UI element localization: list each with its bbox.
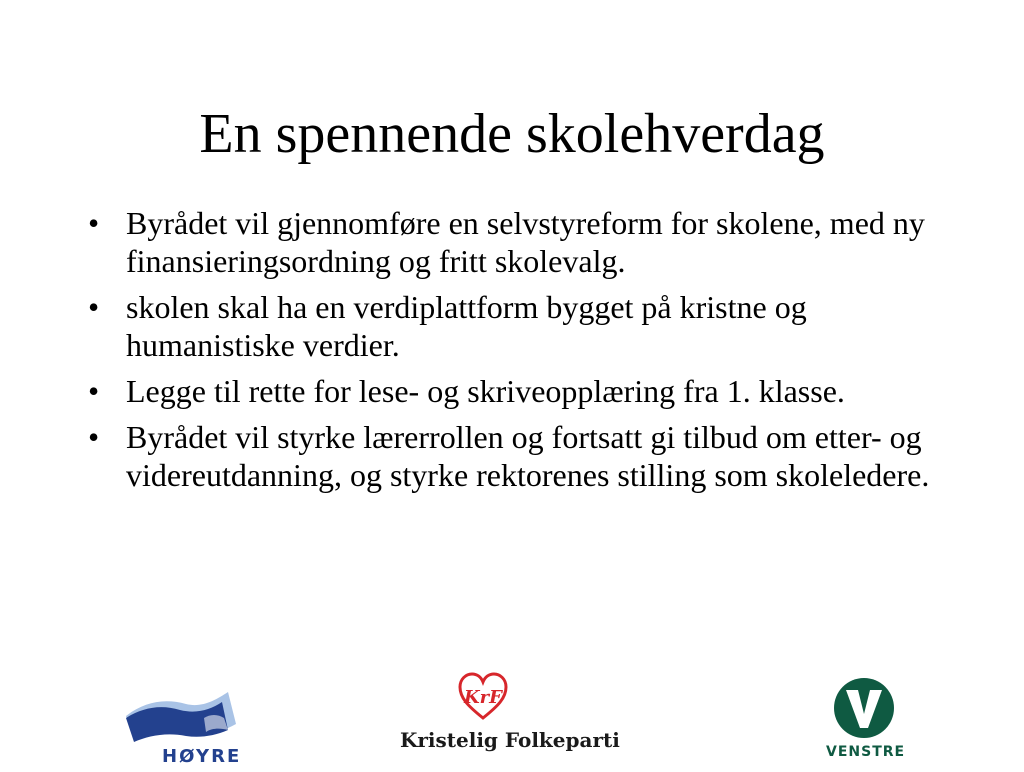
bullet-item <box>82 204 962 280</box>
hoyre-logo <box>124 688 244 772</box>
krf-label: Kristelig Folkeparti <box>400 728 620 752</box>
hoyre-flag-logo-icon <box>124 688 244 746</box>
krf-logo <box>398 672 618 764</box>
bullet-text: skolen skal ha en verdiplattform bygget på kristne og humanistiske verdier. <box>126 289 807 363</box>
bullet-item <box>82 418 962 494</box>
svg-text:KrF: KrF <box>464 687 502 708</box>
venstre-logo <box>826 676 906 768</box>
bullet-icon: • <box>88 289 100 325</box>
bullet-item <box>82 288 962 364</box>
bullet-icon: • <box>88 205 100 241</box>
krf-heart-logo-icon <box>458 672 508 722</box>
bullet-list <box>82 204 962 502</box>
bullet-item <box>82 372 962 410</box>
bullet-text: Legge til rette for lese- og skriveopplæring fra 1. klasse. <box>126 373 845 409</box>
bullet-icon: • <box>88 373 100 409</box>
bullet-text: Byrådet vil styrke lærerrollen og fortsatt gi tilbud om etter- og videreutdanning, og styrke rektorenes stilling som skoleledere. <box>126 419 930 493</box>
venstre-v-logo-icon <box>832 676 896 740</box>
bullet-icon: • <box>88 419 100 455</box>
bullet-text: Byrådet vil gjennomføre en selvstyreform for skolene, med ny finansieringsordning og fritt skolevalg. <box>126 205 925 279</box>
party-logos <box>0 668 1024 768</box>
slide-title: En spennende skolehverdag <box>199 103 825 165</box>
hoyre-label: HØYRE <box>162 746 242 767</box>
venstre-label: VENSTRE <box>826 744 906 760</box>
